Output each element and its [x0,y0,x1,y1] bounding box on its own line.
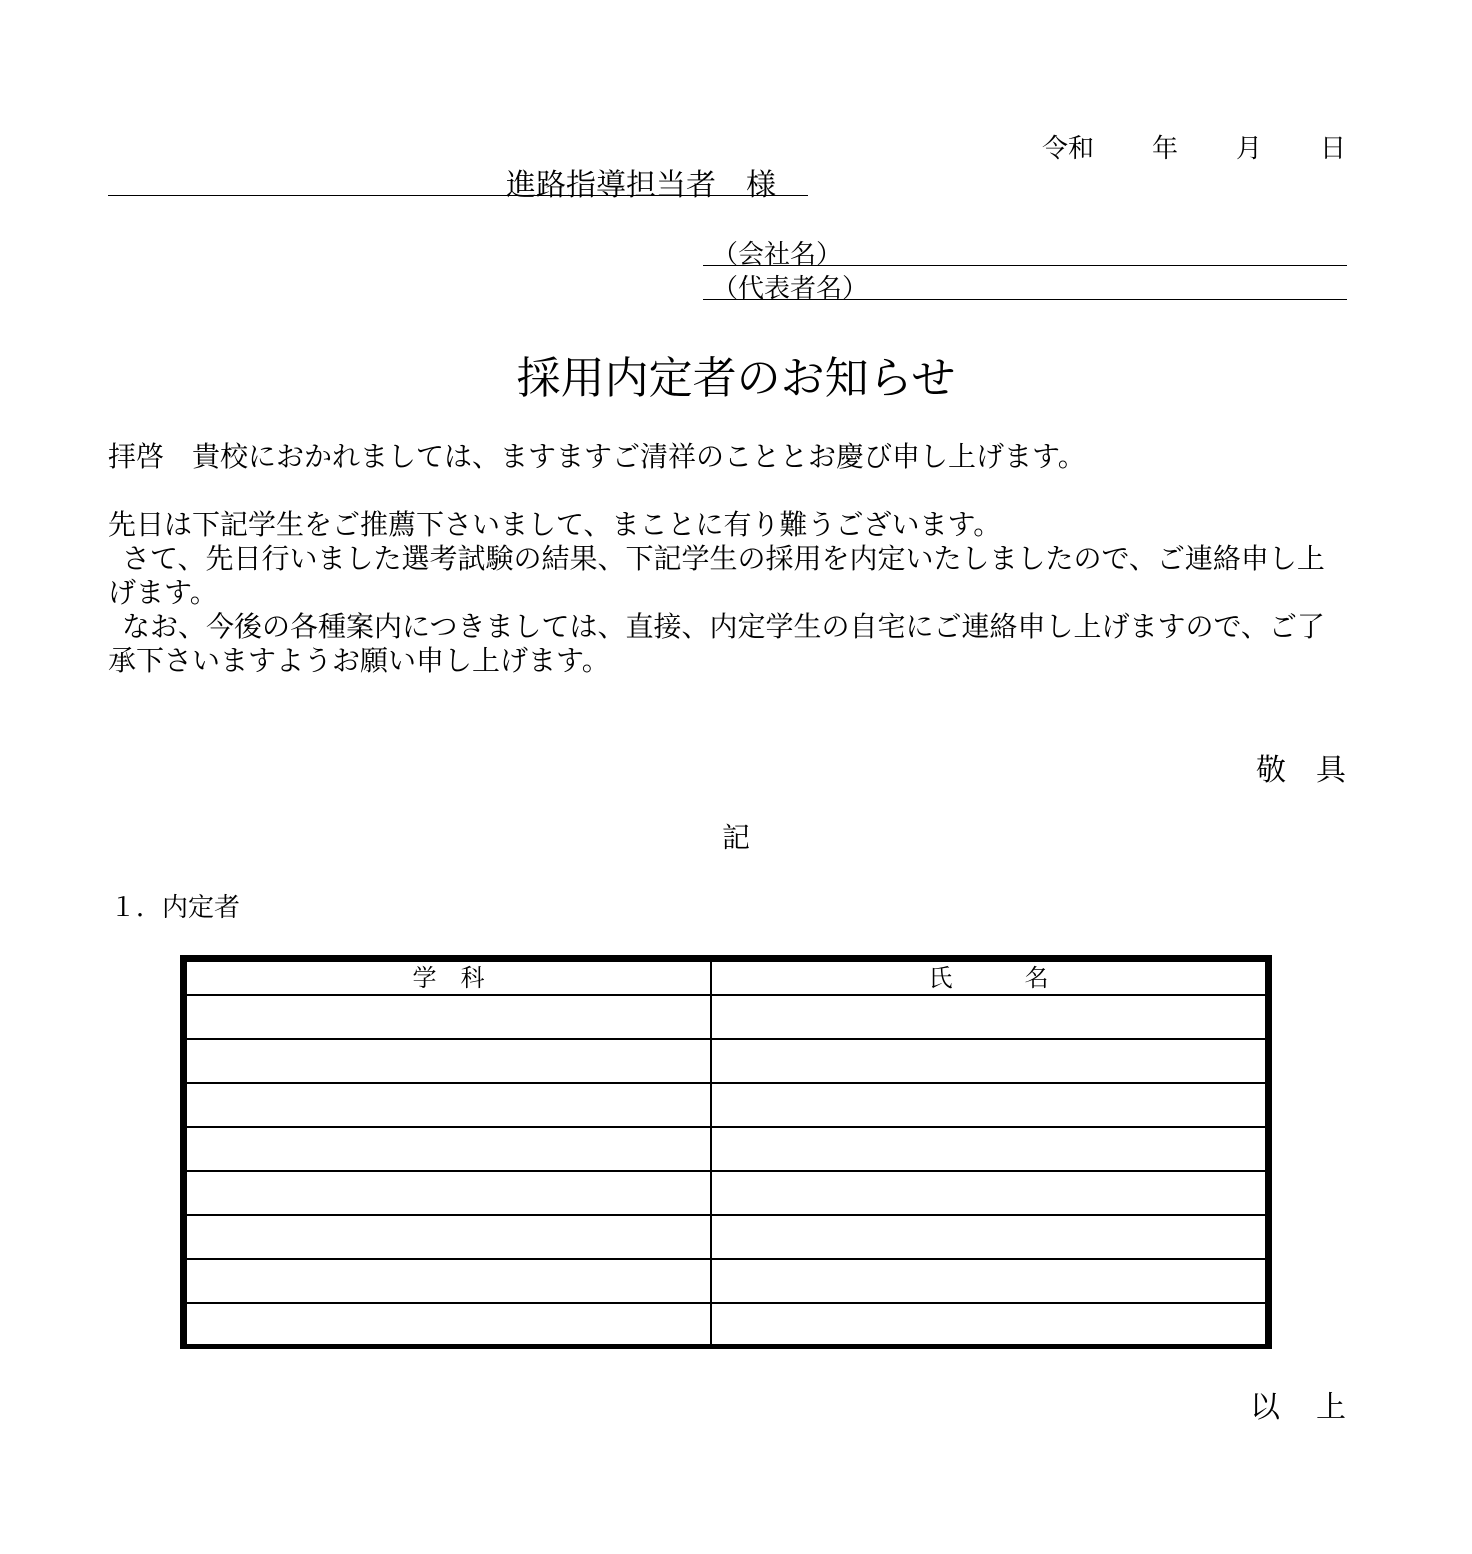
closing-char-2: 具 [1316,753,1346,788]
recipient: 進路指導担当者 様 [506,168,776,203]
paragraph-notice: なお、今後の各種案内につきましては、直接、内定学生の自宅にご連絡申し上げますので、ご了承下さいますようお願い申し上げます。 [108,610,1325,677]
date-day: 日 [1319,134,1346,164]
department-cell[interactable] [186,1039,711,1083]
offer-table-grid [185,960,1267,1348]
name-cell[interactable] [711,1215,1266,1259]
table-row [186,1171,1266,1215]
name-cell[interactable] [711,1083,1266,1127]
date-month: 月 [1235,134,1262,164]
table-row [186,1039,1266,1083]
closing-char-1: 敬 [1256,753,1286,788]
name-cell[interactable] [711,995,1266,1039]
date-line [1042,128,1346,165]
body-paragraphs [108,508,1348,678]
name-cell[interactable] [711,1259,1266,1303]
department-cell[interactable] [186,1303,711,1347]
sender-representative-underline [703,299,1347,300]
department-cell[interactable] [186,1215,711,1259]
column-header-name: 氏 名 [711,961,1266,995]
date-year: 年 [1151,134,1178,164]
document-title: 採用内定者のお知らせ [516,353,956,404]
date-era: 令和 [1041,134,1094,164]
paragraph-result: さて、先日行いました選考試験の結果、下記学生の採用を内定いたしましたので、ご連絡申し上げます。 [108,542,1325,609]
ki-heading: 記 [721,821,750,854]
name-cell[interactable] [711,1171,1266,1215]
end-mark [1250,1382,1346,1426]
table-row [186,1215,1266,1259]
table-row [186,1259,1266,1303]
greeting: 拝啓 貴校におかれましては、ますますご清祥のこととお慶び申し上げます。 [108,440,1086,473]
paragraph-thanks: 先日は下記学生をご推薦下さいまして、まことに有り難うございます。 [108,508,1002,541]
column-header-department: 学 科 [186,961,711,995]
department-cell[interactable] [186,1083,711,1127]
name-cell[interactable] [711,1127,1266,1171]
department-cell[interactable] [186,1127,711,1171]
closing-keigu [1256,745,1346,789]
name-cell[interactable] [711,1303,1266,1347]
offer-table [180,955,1272,1349]
department-cell[interactable] [186,1171,711,1215]
recipient-underline [108,195,808,196]
end-char-2: 上 [1316,1390,1346,1425]
end-char-1: 以 [1250,1390,1280,1425]
sender-representative: （代表者名） [712,274,869,304]
table-header-row [186,961,1266,995]
table-row [186,995,1266,1039]
table-row [186,1303,1266,1347]
table-row [186,1083,1266,1127]
table-row [186,1127,1266,1171]
sender-company: （会社名） [712,240,843,270]
name-cell[interactable] [711,1039,1266,1083]
department-cell[interactable] [186,1259,711,1303]
department-cell[interactable] [186,995,711,1039]
sender-company-underline [703,265,1347,266]
section-label: １．内定者 [110,893,241,923]
